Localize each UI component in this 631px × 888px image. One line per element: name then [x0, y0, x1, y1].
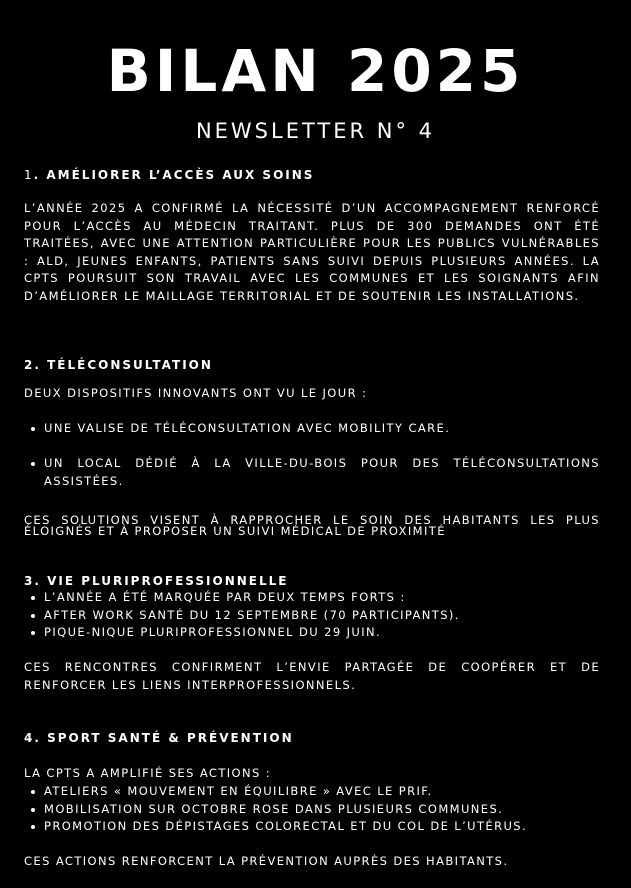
section-1-heading	[24, 167, 600, 185]
section-4-intro: LA CPTS A AMPLIFIÉ SES ACTIONS :	[24, 766, 272, 780]
section-1-title: . AMÉLIORER L’ACCÈS AUX SOINS	[33, 168, 315, 182]
section-2-intro: DEUX DISPOSITIFS INNOVANTS ONT VU LE JOUR :	[24, 386, 368, 400]
section-3-heading: 3. VIE PLURIPROFESSIONNELLE	[24, 574, 289, 588]
section-1-paragraph: L’ANNÉE 2025 A CONFIRMÉ LA NÉCESSITÉ D’UN ACCOMPAGNEMENT RENFORCÉ POUR L’ACCÈS AU MÉDECIN TRAITANT. PLUS DE 300 DEMANDES ONT ÉTÉ TRAITÉES, AVEC UNE ATTENTION PARTICULIÈRE POUR LES PUBLICS VULNÉRABLES : ALD, JEUNES ENFANTS, PATIENTS SANS SUIVI DEPUIS PLUSIEURS ANNÉES. LA CPTS POURSUIT SON TRAVAIL AVEC LES COMMUNES ET LES SOIGNANTS AFIN D’AMÉLIORER LE MAILLAGE TERRITORIAL ET DE SOUTENIR LES INSTALLATIONS.	[24, 201, 600, 303]
section-4-heading: 4. SPORT SANTÉ & PRÉVENTION	[24, 731, 294, 745]
list-item: MOBILISATION SUR OCTOBRE ROSE DANS PLUSIEURS COMMUNES.	[24, 801, 600, 819]
section-2-bullet-list-2	[24, 455, 600, 490]
newsletter-subtitle: NEWSLETTER N° 4	[195, 119, 436, 143]
section-3-bullet-list	[24, 589, 600, 642]
section-1-number: 1	[24, 168, 34, 182]
list-item: PIQUE-NIQUE PLURIPROFESSIONNEL DU 29 JUIN.	[24, 624, 600, 642]
section-2-heading: 2. TÉLÉCONSULTATION	[24, 358, 213, 372]
section-4-conclusion: CES ACTIONS RENFORCENT LA PRÉVENTION AUPRÈS DES HABITANTS.	[24, 854, 509, 868]
list-item: UN LOCAL DÉDIÉ À LA VILLE-DU-BOIS POUR DES TÉLÉCONSULTATIONS ASSISTÉES.	[24, 455, 600, 490]
page-title: BILAN 2025	[106, 37, 525, 105]
section-2-bullet-list	[24, 420, 600, 438]
list-item: ATELIERS « MOUVEMENT EN ÉQUILIBRE » AVEC LE PRIF.	[24, 783, 600, 801]
section-2-conclusion: CES SOLUTIONS VISENT À RAPPROCHER LE SOIN DES HABITANTS LES PLUS ÉLOIGNÉS ET À PROPOSER UN SUIVI MÉDICAL DE PROXIMITÉ	[24, 513, 600, 538]
list-item: UNE VALISE DE TÉLÉCONSULTATION AVEC MOBILITY CARE.	[24, 420, 600, 438]
list-item: L’ANNÉE A ÉTÉ MARQUÉE PAR DEUX TEMPS FORTS :	[24, 589, 600, 607]
section-3-conclusion: CES RENCONTRES CONFIRMENT L’ENVIE PARTAGÉE DE COOPÉRER ET DE RENFORCER LES LIENS INTERPROFESSIONNELS.	[24, 660, 600, 692]
section-4-bullet-list	[24, 783, 600, 836]
list-item: AFTER WORK SANTÉ DU 12 SEPTEMBRE (70 PARTICIPANTS).	[24, 607, 600, 625]
list-item: PROMOTION DES DÉPISTAGES COLORECTAL ET DU COL DE L’UTÉRUS.	[24, 818, 600, 836]
